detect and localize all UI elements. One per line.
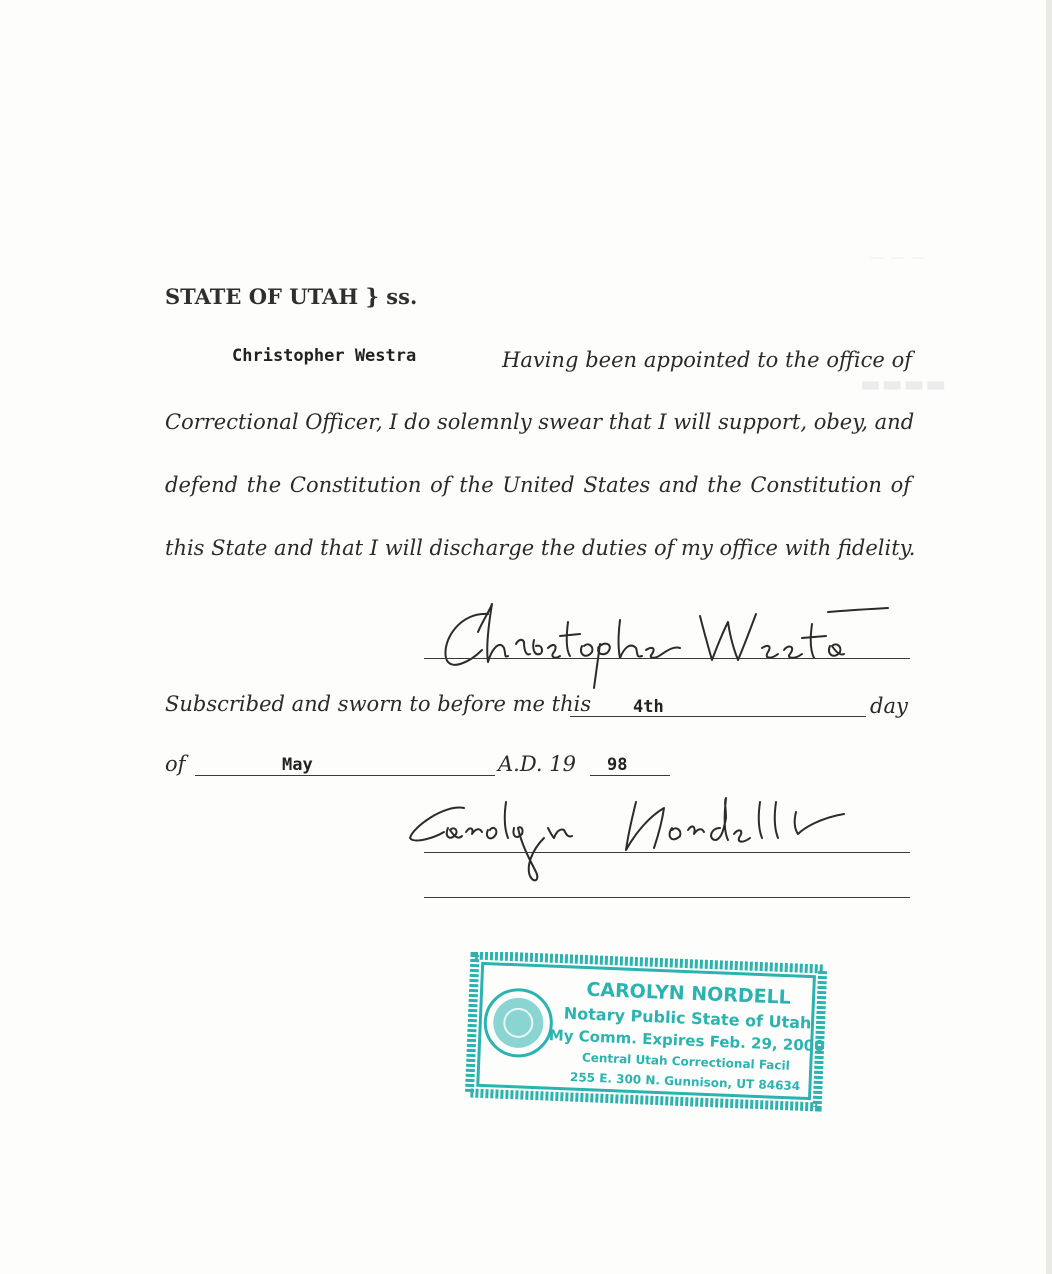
affiant-signature-line — [424, 658, 910, 659]
affiant-name-typed: Christopher Westra — [232, 346, 417, 366]
oath-line-3: defend the Constitution of the United States and the Constitution of — [165, 473, 911, 497]
month-value: May — [282, 755, 313, 775]
day-blank-line — [570, 716, 866, 717]
stamp-name: CAROLYN NORDELL — [585, 978, 792, 1009]
oath-line-4: this State and that I will discharge the duties of my office with fidelity. — [165, 536, 916, 560]
of-label: of — [165, 752, 186, 776]
jurat-prefix: Subscribed and sworn to before me this — [165, 692, 592, 716]
oath-line-2: Correctional Officer, I do solemnly swear that I will support, obey, and — [165, 410, 915, 434]
ad-label: A.D. 19 — [498, 752, 577, 776]
notary-signature-line — [424, 852, 910, 853]
oath-line-1: Having been appointed to the office of — [502, 348, 912, 372]
stamp-title: Notary Public State of Utah — [563, 1003, 812, 1033]
page-edge — [1046, 0, 1052, 1274]
year-blank-line — [590, 775, 670, 776]
year-value: 98 — [607, 755, 628, 775]
state-seal-center — [492, 997, 544, 1049]
affiant-signature-image — [430, 592, 890, 692]
venue-heading: STATE OF UTAH } ss. — [165, 284, 418, 309]
bleed-through-mark: — — — — [870, 250, 926, 266]
stamp-facility: Central Utah Correctional Facil — [581, 1050, 791, 1073]
day-value: 4th — [633, 697, 664, 717]
bleed-through-mark: ▬▬▬▬ — [860, 372, 948, 397]
notary-title-line — [424, 897, 910, 898]
day-suffix: day — [870, 694, 908, 718]
notary-signature-image — [404, 788, 854, 888]
notary-stamp — [462, 952, 830, 1114]
month-blank-line — [195, 775, 495, 776]
stamp-address: 255 E. 300 N. Gunnison, UT 84634 — [569, 1069, 801, 1094]
stamp-commission: My Comm. Expires Feb. 29, 2000 — [548, 1026, 825, 1056]
